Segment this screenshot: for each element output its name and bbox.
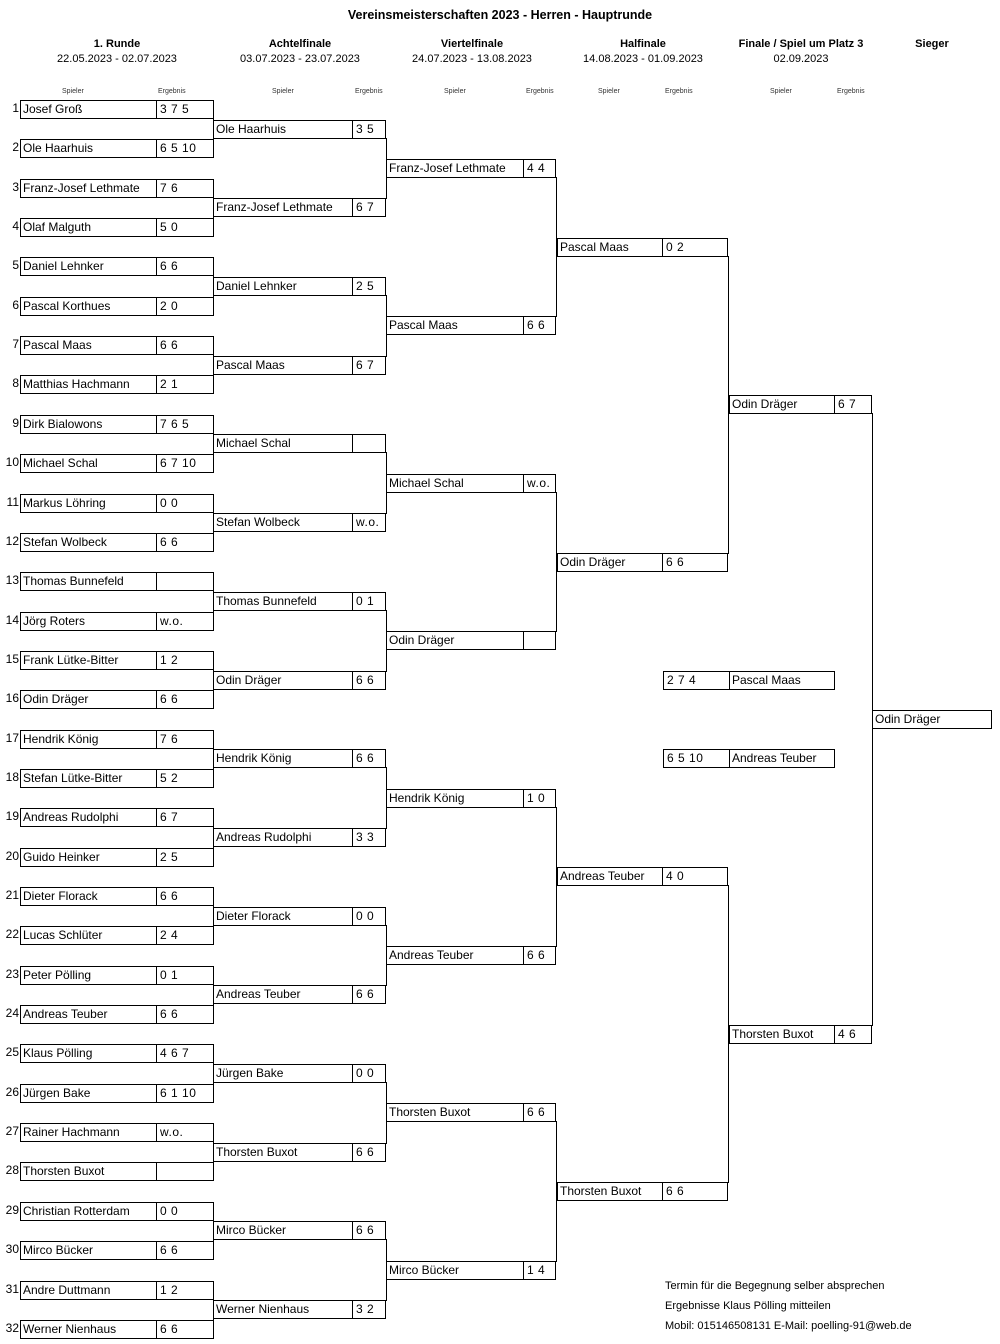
round1-entry-score: 2 1 bbox=[156, 375, 214, 394]
round1-entry-player[interactable]: Christian Rotterdam bbox=[20, 1202, 157, 1221]
round1-entry-score: 6 6 bbox=[156, 1005, 214, 1024]
round1-entry-score: 6 6 bbox=[156, 336, 214, 355]
seed-number: 20 bbox=[5, 849, 19, 863]
round1-entry-player[interactable]: Michael Schal bbox=[20, 454, 157, 473]
seed-number: 32 bbox=[5, 1321, 19, 1335]
footer-line: Mobil: 015146508131 E-Mail: poelling-91@web.de bbox=[665, 1320, 912, 1332]
round16-entry-player[interactable]: Andreas Rudolphi bbox=[213, 828, 353, 847]
round16-entry-score: 0 0 bbox=[352, 907, 386, 926]
quarterfinal-entry-player[interactable]: Franz-Josef Lethmate bbox=[386, 159, 524, 178]
round1-entry-score: 6 1 10 bbox=[156, 1084, 214, 1103]
round1-entry-score: 2 0 bbox=[156, 297, 214, 316]
round16-entry-player[interactable]: Werner Nienhaus bbox=[213, 1300, 353, 1319]
quarterfinal-entry-player[interactable]: Odin Dräger bbox=[386, 631, 524, 650]
third-place-score: 6 5 10 bbox=[663, 749, 730, 768]
round16-entry-score: 3 3 bbox=[352, 828, 386, 847]
round1-entry-player[interactable]: Stefan Lütke-Bitter bbox=[20, 769, 157, 788]
column-label: Spieler bbox=[62, 88, 84, 95]
seed-number: 23 bbox=[5, 967, 19, 981]
quarterfinal-entry-score: 4 4 bbox=[523, 159, 556, 178]
column-label: Ergebnis bbox=[355, 88, 383, 95]
round16-entry-player[interactable]: Jürgen Bake bbox=[213, 1064, 353, 1083]
round16-entry-player[interactable]: Franz-Josef Lethmate bbox=[213, 198, 353, 217]
quarterfinal-entry-player[interactable]: Thorsten Buxot bbox=[386, 1103, 524, 1122]
round1-entry-player[interactable]: Andreas Teuber bbox=[20, 1005, 157, 1024]
round-header-1 bbox=[47, 37, 187, 67]
page-title: Vereinsmeisterschaften 2023 - Herren - Hauptrunde bbox=[347, 8, 653, 22]
round-name: Finale / Spiel um Platz 3 bbox=[738, 38, 864, 50]
round16-entry-score: 3 5 bbox=[352, 120, 386, 139]
round1-entry-player[interactable]: Lucas Schlüter bbox=[20, 926, 157, 945]
round1-entry-score: 5 2 bbox=[156, 769, 214, 788]
round-header-3 bbox=[392, 37, 552, 67]
quarterfinal-entry-player[interactable]: Hendrik König bbox=[386, 789, 524, 808]
round16-entry-score: 6 6 bbox=[352, 749, 386, 768]
seed-number: 21 bbox=[5, 888, 19, 902]
seed-number: 13 bbox=[5, 573, 19, 587]
round16-entry-score: 6 6 bbox=[352, 671, 386, 690]
quarterfinal-entry-player[interactable]: Mirco Bücker bbox=[386, 1261, 524, 1280]
round16-entry-score: 6 7 bbox=[352, 198, 386, 217]
semifinal-entry-player[interactable]: Odin Dräger bbox=[557, 553, 663, 572]
round1-entry-player[interactable]: Guido Heinker bbox=[20, 848, 157, 867]
round1-entry-player[interactable]: Andreas Rudolphi bbox=[20, 808, 157, 827]
seed-number: 2 bbox=[12, 140, 19, 154]
semifinal-entry-score: 4 0 bbox=[662, 867, 728, 886]
round-name: Halfinale bbox=[620, 38, 666, 50]
round16-entry-player[interactable]: Michael Schal bbox=[213, 434, 353, 453]
seed-number: 14 bbox=[5, 613, 19, 627]
round1-entry-player[interactable]: Josef Groß bbox=[20, 100, 157, 119]
seed-number: 5 bbox=[12, 258, 19, 272]
seed-number: 25 bbox=[5, 1045, 19, 1059]
round1-entry-player[interactable]: Stefan Wolbeck bbox=[20, 533, 157, 552]
round1-entry-player[interactable]: Jürgen Bake bbox=[20, 1084, 157, 1103]
seed-number: 1 bbox=[12, 101, 19, 115]
seed-number: 8 bbox=[12, 376, 19, 390]
round1-entry-player[interactable]: Olaf Malguth bbox=[20, 218, 157, 237]
seed-number: 17 bbox=[5, 731, 19, 745]
round1-entry-player[interactable]: Dieter Florack bbox=[20, 887, 157, 906]
round1-entry-score: 0 0 bbox=[156, 494, 214, 513]
quarterfinal-entry-score: 1 0 bbox=[523, 789, 556, 808]
round1-entry-player[interactable]: Ole Haarhuis bbox=[20, 139, 157, 158]
seed-number: 22 bbox=[5, 927, 19, 941]
round16-entry-player[interactable]: Ole Haarhuis bbox=[213, 120, 353, 139]
round-dates: 22.05.2023 - 02.07.2023 bbox=[57, 53, 177, 65]
round1-entry-score: 2 4 bbox=[156, 926, 214, 945]
seed-number: 15 bbox=[5, 652, 19, 666]
semifinal-entry-player[interactable]: Thorsten Buxot bbox=[557, 1182, 663, 1201]
round1-entry-score: 1 2 bbox=[156, 651, 214, 670]
round16-entry-score: 6 7 bbox=[352, 356, 386, 375]
round1-entry-score: 6 6 bbox=[156, 690, 214, 709]
quarterfinal-entry-score: 6 6 bbox=[523, 946, 556, 965]
quarterfinal-entry-score: 1 4 bbox=[523, 1261, 556, 1280]
seed-number: 4 bbox=[12, 219, 19, 233]
round1-entry-player[interactable]: Werner Nienhaus bbox=[20, 1320, 157, 1339]
round16-entry-player[interactable]: Dieter Florack bbox=[213, 907, 353, 926]
round16-entry-score: 6 6 bbox=[352, 1221, 386, 1240]
round1-entry-score: 1 2 bbox=[156, 1281, 214, 1300]
round1-entry-score: 4 6 7 bbox=[156, 1044, 214, 1063]
round16-entry-player[interactable]: Odin Dräger bbox=[213, 671, 353, 690]
round1-entry-score: 3 7 5 bbox=[156, 100, 214, 119]
round-header-5 bbox=[726, 37, 876, 67]
round1-entry-player[interactable]: Franz-Josef Lethmate bbox=[20, 179, 157, 198]
round1-entry-score: 7 6 bbox=[156, 730, 214, 749]
round1-entry-score: 7 6 bbox=[156, 179, 214, 198]
round16-entry-score: w.o. bbox=[352, 513, 386, 532]
round16-entry-player[interactable]: Mirco Bücker bbox=[213, 1221, 353, 1240]
round16-entry-score: 0 1 bbox=[352, 592, 386, 611]
round16-entry-player[interactable]: Thorsten Buxot bbox=[213, 1143, 353, 1162]
round-header-2 bbox=[220, 37, 380, 67]
round1-entry-score: 5 0 bbox=[156, 218, 214, 237]
round1-entry-score: 6 6 bbox=[156, 257, 214, 276]
round16-entry-score: 3 2 bbox=[352, 1300, 386, 1319]
round16-entry-score: 6 6 bbox=[352, 1143, 386, 1162]
final-entry-score: 6 7 bbox=[834, 395, 872, 414]
quarterfinal-entry-score: w.o. bbox=[523, 474, 556, 493]
semifinal-entry-player[interactable]: Andreas Teuber bbox=[557, 867, 663, 886]
seed-number: 31 bbox=[5, 1282, 19, 1296]
round-name: Sieger bbox=[915, 38, 949, 50]
round16-entry-score: 6 6 bbox=[352, 985, 386, 1004]
seed-number: 19 bbox=[5, 809, 19, 823]
quarterfinal-entry-player[interactable]: Pascal Maas bbox=[386, 316, 524, 335]
column-label: Spieler bbox=[770, 88, 792, 95]
round1-entry-player[interactable]: Thomas Bunnefeld bbox=[20, 572, 157, 591]
column-label: Spieler bbox=[598, 88, 620, 95]
column-label: Ergebnis bbox=[526, 88, 554, 95]
round16-entry-score: 0 0 bbox=[352, 1064, 386, 1083]
third-place-player[interactable]: Andreas Teuber bbox=[729, 749, 835, 768]
round1-entry-score: 6 5 10 bbox=[156, 139, 214, 158]
round-dates: 24.07.2023 - 13.08.2023 bbox=[412, 53, 532, 65]
round1-entry-score: 2 5 bbox=[156, 848, 214, 867]
seed-number: 12 bbox=[5, 534, 19, 548]
seed-number: 29 bbox=[5, 1203, 19, 1217]
round1-entry-player[interactable]: Pascal Korthues bbox=[20, 297, 157, 316]
column-label: Ergebnis bbox=[837, 88, 865, 95]
round1-entry-player[interactable]: Pascal Maas bbox=[20, 336, 157, 355]
column-label: Ergebnis bbox=[665, 88, 693, 95]
round1-entry-score bbox=[156, 572, 214, 591]
seed-number: 7 bbox=[12, 337, 19, 351]
round16-entry-player[interactable]: Pascal Maas bbox=[213, 356, 353, 375]
round1-entry-score: 6 6 bbox=[156, 1241, 214, 1260]
round16-entry-player[interactable]: Stefan Wolbeck bbox=[213, 513, 353, 532]
round1-entry-player[interactable]: Hendrik König bbox=[20, 730, 157, 749]
round-dates: 03.07.2023 - 23.07.2023 bbox=[240, 53, 360, 65]
seed-number: 26 bbox=[5, 1085, 19, 1099]
round-name: 1. Runde bbox=[93, 38, 141, 50]
round1-entry-score: w.o. bbox=[156, 612, 214, 631]
column-label: Spieler bbox=[444, 88, 466, 95]
winner-player[interactable]: Odin Dräger bbox=[872, 710, 992, 729]
round16-entry-player[interactable]: Andreas Teuber bbox=[213, 985, 353, 1004]
seed-number: 6 bbox=[12, 298, 19, 312]
round1-entry-score: 6 6 bbox=[156, 533, 214, 552]
column-label: Spieler bbox=[272, 88, 294, 95]
round1-entry-player[interactable]: Andre Duttmann bbox=[20, 1281, 157, 1300]
final-entry-player[interactable]: Odin Dräger bbox=[729, 395, 835, 414]
round1-entry-player[interactable]: Markus Löhring bbox=[20, 494, 157, 513]
round1-entry-player[interactable]: Mirco Bücker bbox=[20, 1241, 157, 1260]
seed-number: 27 bbox=[5, 1124, 19, 1138]
round1-entry-player[interactable]: Rainer Hachmann bbox=[20, 1123, 157, 1142]
round-dates: 14.08.2023 - 01.09.2023 bbox=[583, 53, 703, 65]
round1-entry-player[interactable]: Jörg Roters bbox=[20, 612, 157, 631]
round1-entry-score: 6 7 bbox=[156, 808, 214, 827]
round1-entry-player[interactable]: Dirk Bialowons bbox=[20, 415, 157, 434]
round1-entry-score: 6 7 10 bbox=[156, 454, 214, 473]
round16-entry-player[interactable]: Thomas Bunnefeld bbox=[213, 592, 353, 611]
seed-number: 10 bbox=[5, 455, 19, 469]
final-entry-score: 4 6 bbox=[834, 1025, 872, 1044]
seed-number: 18 bbox=[5, 770, 19, 784]
round16-entry-player[interactable]: Daniel Lehnker bbox=[213, 277, 353, 296]
round1-entry-player[interactable]: Klaus Pölling bbox=[20, 1044, 157, 1063]
seed-number: 28 bbox=[5, 1163, 19, 1177]
round1-entry-score: 7 6 5 bbox=[156, 415, 214, 434]
quarterfinal-entry-player[interactable]: Andreas Teuber bbox=[386, 946, 524, 965]
round-header-4 bbox=[563, 37, 723, 67]
semifinal-entry-score: 6 6 bbox=[662, 553, 728, 572]
round-dates: 02.09.2023 bbox=[773, 53, 829, 65]
seed-number: 30 bbox=[5, 1242, 19, 1256]
round1-entry-player[interactable]: Daniel Lehnker bbox=[20, 257, 157, 276]
round16-entry-score: 2 5 bbox=[352, 277, 386, 296]
round1-entry-player[interactable]: Matthias Hachmann bbox=[20, 375, 157, 394]
round1-entry-player[interactable]: Peter Pölling bbox=[20, 966, 157, 985]
round1-entry-player[interactable]: Thorsten Buxot bbox=[20, 1162, 157, 1181]
round-name: Viertelfinale bbox=[440, 38, 504, 50]
round-name: Achtelfinale bbox=[268, 38, 332, 50]
quarterfinal-entry-score bbox=[523, 631, 556, 650]
third-place-player[interactable]: Pascal Maas bbox=[729, 671, 835, 690]
round1-entry-player[interactable]: Odin Dräger bbox=[20, 690, 157, 709]
column-label: Ergebnis bbox=[158, 88, 186, 95]
seed-number: 24 bbox=[5, 1006, 19, 1020]
quarterfinal-entry-score: 6 6 bbox=[523, 1103, 556, 1122]
seed-number: 3 bbox=[12, 180, 19, 194]
semifinal-entry-score: 0 2 bbox=[662, 238, 728, 257]
final-entry-player[interactable]: Thorsten Buxot bbox=[729, 1025, 835, 1044]
footer-line: Termin für die Begegnung selber absprechen bbox=[665, 1280, 885, 1292]
semifinal-entry-player[interactable]: Pascal Maas bbox=[557, 238, 663, 257]
semifinal-entry-score: 6 6 bbox=[662, 1182, 728, 1201]
round1-entry-score: w.o. bbox=[156, 1123, 214, 1142]
round1-entry-score: 0 1 bbox=[156, 966, 214, 985]
round-header-6 bbox=[892, 37, 972, 52]
quarterfinal-entry-player[interactable]: Michael Schal bbox=[386, 474, 524, 493]
round1-entry-player[interactable]: Frank Lütke-Bitter bbox=[20, 651, 157, 670]
round16-entry-score bbox=[352, 434, 386, 453]
round1-entry-score bbox=[156, 1162, 214, 1181]
seed-number: 9 bbox=[12, 416, 19, 430]
quarterfinal-entry-score: 6 6 bbox=[523, 316, 556, 335]
round1-entry-score: 0 0 bbox=[156, 1202, 214, 1221]
third-place-score: 2 7 4 bbox=[663, 671, 730, 690]
round1-entry-score: 6 6 bbox=[156, 887, 214, 906]
seed-number: 16 bbox=[5, 691, 19, 705]
round16-entry-player[interactable]: Hendrik König bbox=[213, 749, 353, 768]
footer-line: Ergebnisse Klaus Pölling mitteilen bbox=[665, 1300, 831, 1312]
round1-entry-score: 6 6 bbox=[156, 1320, 214, 1339]
seed-number: 11 bbox=[6, 495, 19, 509]
